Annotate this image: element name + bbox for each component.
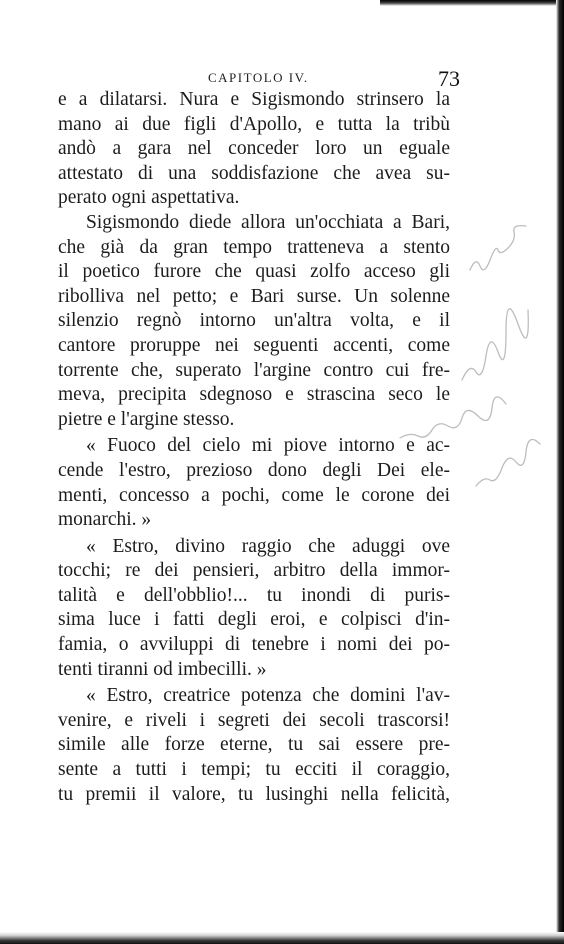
text-line: ribolliva nel petto; e Bari surse. Un solenne bbox=[58, 285, 450, 307]
paragraph-start-line: « Fuoco del cielo mi piove intorno e ac- bbox=[86, 435, 450, 457]
text-line: meva, precipita sdegnoso e strascina seco le bbox=[58, 384, 450, 406]
scan-shadow-right bbox=[556, 0, 564, 944]
text-line: talità e dell'obblio!... tu inondi di puris- bbox=[58, 584, 450, 606]
text-line: simile alle forze eterne, tu sai essere pre- bbox=[58, 734, 450, 756]
body-text bbox=[58, 88, 450, 807]
text-line: mano ai due figli d'Apollo, e tutta la tribù bbox=[58, 113, 450, 135]
text-line: menti, concesso a pochi, come le corone dei bbox=[58, 484, 450, 506]
scan-shadow-bottom bbox=[0, 932, 564, 944]
running-title: CAPITOLO IV. bbox=[208, 70, 309, 85]
text-line: silenzio regnò intorno un'altra volta, e il bbox=[58, 310, 450, 332]
paragraph-start-line: Sigismondo diede allora un'occhiata a Bari, bbox=[86, 211, 450, 233]
text-line: tenti tiranni od imbecilli. » bbox=[58, 658, 267, 680]
text-line: il poetico furore che quasi zolfo acceso gli bbox=[58, 261, 450, 283]
text-line: venire, e riveli i segreti dei secoli trascorsi! bbox=[58, 709, 450, 731]
text-line: sente a tutti i tempi; tu ecciti il coraggio, bbox=[58, 759, 450, 781]
text-line: tocchi; re dei pensieri, arbitro della immor- bbox=[58, 560, 450, 582]
text-line: torrente che, superato l'argine contro cui fre- bbox=[58, 359, 450, 381]
text-line: cende l'estro, prezioso dono degli Dei ele- bbox=[58, 459, 450, 481]
text-line: e a dilatarsi. Nura e Sigismondo strinsero la bbox=[58, 89, 450, 110]
text-line: tu premii il valore, tu lusinghi nella felicità, bbox=[58, 783, 450, 805]
text-line: che già da gran tempo tratteneva a stento bbox=[58, 236, 450, 258]
text-line: famia, o avviluppi di tenebre i nomi dei po- bbox=[58, 634, 450, 656]
scan-shadow-top bbox=[380, 0, 564, 6]
text-line: attestato di una soddisfazione che avea su- bbox=[58, 162, 450, 184]
text-line: perato ogni aspettativa. bbox=[58, 187, 240, 209]
page-number: 73 bbox=[438, 66, 460, 91]
paragraph-start-line: « Estro, divino raggio che aduggi ove bbox=[86, 535, 450, 557]
text-line: sima luce i fatti degli eroi, e colpisci d'in- bbox=[58, 609, 450, 631]
text-line: andò a gara nel conceder loro un eguale bbox=[58, 138, 450, 160]
text-line: pietre e l'argine stesso. bbox=[58, 408, 235, 430]
text-line: monarchi. » bbox=[58, 509, 152, 531]
paragraph-start-line: « Estro, creatrice potenza che domini l'av- bbox=[86, 685, 450, 707]
text-line: cantore proruppe nei seguenti accenti, come bbox=[58, 334, 450, 356]
